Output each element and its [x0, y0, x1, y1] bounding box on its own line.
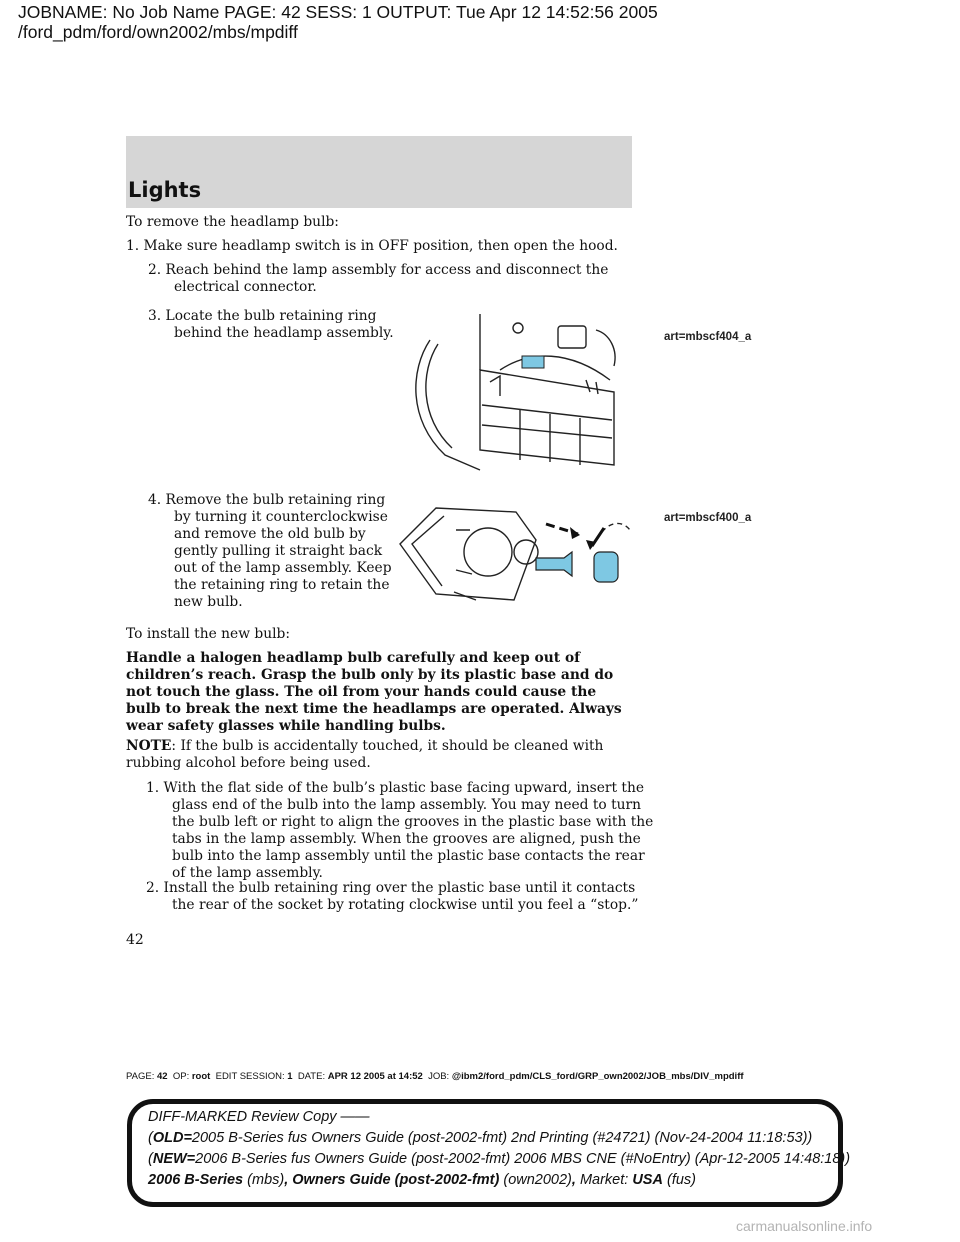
retaining-ring-shape	[594, 552, 618, 582]
page-number: 42	[126, 932, 144, 948]
figure-1-label: art=mbscf404_a	[664, 331, 752, 343]
job-header-line2: /ford_pdm/ford/own2002/mbs/mpdiff	[18, 22, 298, 42]
note-text: : If the bulb is accidentally touched, it should be cleaned with rubbing alcohol before being used.	[126, 738, 604, 771]
review-new-line: (NEW=2006 B-Series fus Owners Guide (post-2002-fmt) 2006 MBS CNE (#NoEntry) (Apr-12-2005 14:48:18))	[148, 1151, 851, 1167]
job-header	[18, 2, 658, 42]
bulb-shape	[536, 552, 572, 576]
note-label: NOTE	[126, 738, 172, 754]
review-old-line: (OLD=2005 B-Series fus Owners Guide (post-2002-fmt) 2nd Printing (#24721) (Nov-24-2004 11:18:53))	[148, 1130, 813, 1146]
install-step-1: 1. With the flat side of the bulb’s plastic base facing upward, insert the glass end of the bulb into the lamp assembly. You may need to turn the bulb left or right to align the grooves in the plastic base with the tabs in the lamp assembly. When the grooves are aligned, push the bulb into the lamp assembly until the plastic base contacts the rear of the lamp assembly.	[146, 780, 654, 881]
retaining-ring-highlight	[522, 356, 544, 368]
halogen-warning: Handle a halogen headlamp bulb carefully and keep out of children’s reach. Grasp the bulb only by its plastic base and do not touch the glass. The oil from your hands could cause the bulb to break the next time the headlamps are operated. Always wear safety glasses while handling bulbs.	[126, 650, 622, 734]
bulb-removal-illustration	[396, 500, 644, 612]
intro-install: To install the new bulb:	[126, 626, 291, 642]
headlamp-assembly-illustration	[400, 310, 622, 480]
review-model-line: 2006 B-Series (mbs), Owners Guide (post-2002-fmt) (own2002), Market: USA (fus)	[148, 1172, 696, 1188]
remove-step-1: 1. Make sure headlamp switch is in OFF position, then open the hood.	[126, 238, 618, 254]
review-title: DIFF-MARKED Review Copy ——	[148, 1109, 370, 1125]
figure-2-label: art=mbscf400_a	[664, 512, 752, 524]
remove-step-4: 4. Remove the bulb retaining ring by turning it counterclockwise and remove the old bulb by gently pulling it straight back out of the lamp assembly. Keep the retaining ring to retain the new bulb.	[148, 492, 392, 610]
footer-metadata: PAGE: 42 OP: root EDIT SESSION: 1 DATE: APR 12 2005 at 14:52 JOB: @ibm2/ford_pdm/CLS_ford/GRP_own2002/JOB_mbs/DIV_mpdiff	[126, 1071, 744, 1082]
watermark: carmanualsonline.info	[736, 1218, 873, 1234]
section-header-band	[126, 136, 632, 208]
job-header-line1: JOBNAME: No Job Name PAGE: 42 SESS: 1 OUTPUT: Tue Apr 12 14:52:56 2005	[18, 2, 658, 22]
section-title: Lights	[128, 178, 202, 202]
remove-step-3: 3. Locate the bulb retaining ring behind the headlamp assembly.	[148, 308, 394, 341]
note-paragraph	[126, 738, 626, 772]
review-copy-box	[127, 1099, 851, 1207]
install-step-2: 2. Install the bulb retaining ring over the plastic base until it contacts the rear of the socket by rotating clockwise until you feel a “stop.”	[146, 880, 639, 913]
remove-step-2: 2. Reach behind the lamp assembly for access and disconnect the electrical connector.	[148, 262, 609, 295]
intro-remove: To remove the headlamp bulb:	[126, 214, 339, 230]
